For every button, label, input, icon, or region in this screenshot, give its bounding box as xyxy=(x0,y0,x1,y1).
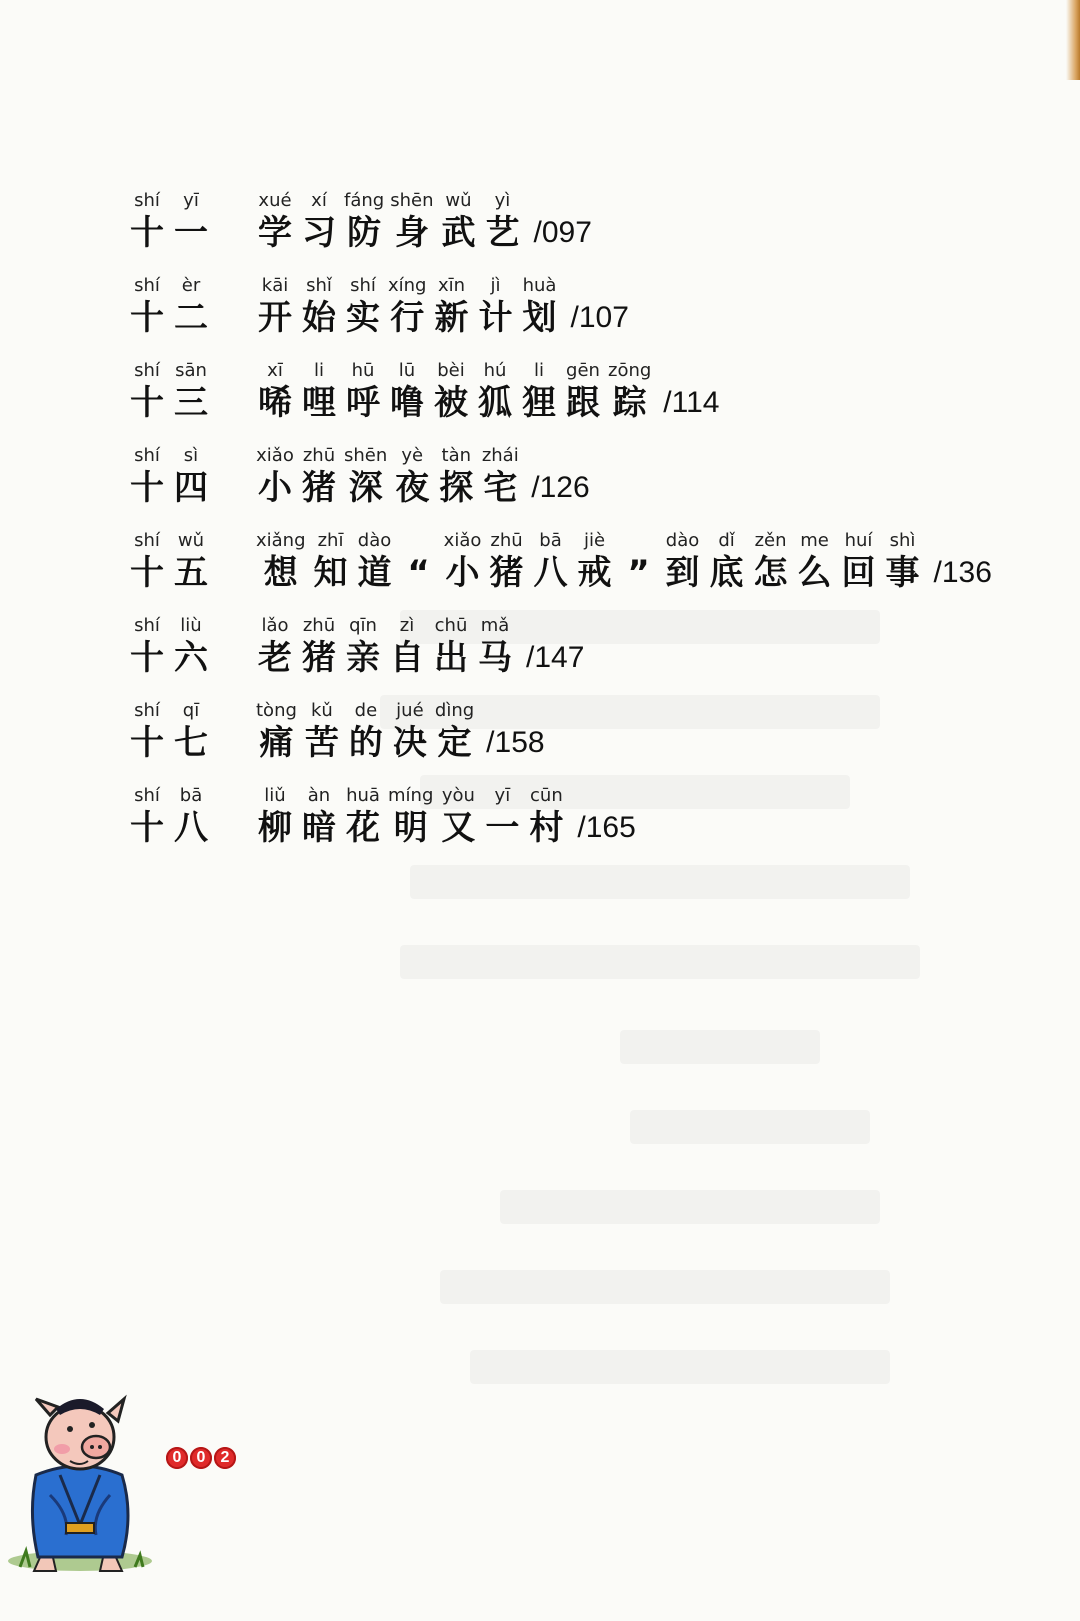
ruby-char xyxy=(840,530,878,594)
toc-entry[interactable] xyxy=(128,530,1058,615)
hanzi: 马 xyxy=(478,638,512,678)
hanzi: 知 xyxy=(313,553,348,593)
hanzi: 自 xyxy=(390,638,424,678)
chapter-number xyxy=(128,615,216,679)
pinyin: shí xyxy=(134,785,160,806)
hanzi: 身 xyxy=(394,213,429,253)
ruby-char xyxy=(300,360,338,424)
chapter-title[interactable] xyxy=(256,190,592,254)
chapter-number xyxy=(128,275,216,339)
pinyin: shì xyxy=(889,530,916,551)
ruby-char xyxy=(172,615,210,679)
hanzi: 道 xyxy=(357,553,392,593)
ruby-char xyxy=(256,275,294,339)
pinyin: lū xyxy=(398,360,416,381)
hanzi: 又 xyxy=(441,808,476,848)
pinyin: bèi xyxy=(437,360,465,381)
hanzi: 八 xyxy=(533,553,568,593)
hanzi: 村 xyxy=(529,808,564,848)
table-of-contents xyxy=(128,190,1058,870)
ruby-char xyxy=(444,530,482,594)
ruby-char xyxy=(128,275,166,339)
pinyin: bā xyxy=(179,785,203,806)
hanzi: 八 xyxy=(174,808,208,848)
hanzi: 一 xyxy=(174,213,208,253)
hanzi: 哩 xyxy=(302,383,336,423)
pinyin: shí xyxy=(134,700,160,721)
pinyin: li xyxy=(533,360,544,381)
page-reference: /114 xyxy=(663,386,720,419)
hanzi: 武 xyxy=(441,213,476,253)
ruby-char xyxy=(476,615,514,679)
pinyin: tàn xyxy=(441,445,472,466)
chapter-title[interactable] xyxy=(256,530,992,594)
ruby-char xyxy=(435,700,474,764)
pinyin: xiǎo xyxy=(256,445,294,466)
ruby-char xyxy=(128,190,166,254)
ruby-char xyxy=(521,275,559,339)
pinyin: qī xyxy=(182,700,200,721)
hanzi: 十 xyxy=(130,383,164,423)
ruby-char xyxy=(300,275,338,339)
ruby-char xyxy=(172,700,210,764)
hanzi: 么 xyxy=(797,553,832,593)
page-number-digit: 0 xyxy=(190,1447,212,1469)
hanzi: 被 xyxy=(434,383,468,423)
hanzi: 事 xyxy=(885,553,920,593)
page-reference: /136 xyxy=(933,556,992,589)
hanzi: 亲 xyxy=(346,638,380,678)
hanzi: 十 xyxy=(130,808,164,848)
ruby-char xyxy=(520,360,558,424)
ruby-char xyxy=(432,615,470,679)
pinyin: àn xyxy=(307,785,331,806)
ruby-char xyxy=(344,360,382,424)
toc-entry[interactable] xyxy=(128,275,1058,360)
pinyin: zōng xyxy=(608,360,652,381)
hanzi: 狸 xyxy=(522,383,556,423)
pinyin: mǎ xyxy=(480,615,510,636)
page-reference: /158 xyxy=(486,726,545,759)
toc-entry[interactable] xyxy=(128,445,1058,530)
toc-entry[interactable] xyxy=(128,190,1058,275)
ruby-char xyxy=(388,275,427,339)
ruby-char xyxy=(256,445,294,509)
ruby-char xyxy=(532,530,570,594)
ruby-char xyxy=(344,445,387,509)
hanzi: 二 xyxy=(174,298,208,338)
hanzi: 猪 xyxy=(302,468,336,508)
hanzi: 开 xyxy=(258,298,292,338)
pinyin: huí xyxy=(844,530,873,551)
pinyin: shēn xyxy=(390,190,434,211)
ruby-char xyxy=(664,530,702,594)
pinyin: tòng xyxy=(256,700,297,721)
chapter-number xyxy=(128,700,216,764)
hanzi: 十 xyxy=(130,638,164,678)
pinyin: yī xyxy=(183,190,199,211)
ruby-char xyxy=(576,530,614,594)
ruby-char xyxy=(312,530,350,594)
hanzi: 十 xyxy=(130,468,164,508)
hanzi: 始 xyxy=(302,298,336,338)
ruby-char xyxy=(433,275,471,339)
hanzi: 十 xyxy=(130,213,164,253)
pinyin: zì xyxy=(399,615,415,636)
ruby-char xyxy=(172,190,210,254)
pinyin: zěn xyxy=(754,530,787,551)
pinyin: fáng xyxy=(344,190,385,211)
pinyin: cūn xyxy=(530,785,563,806)
hanzi: 戒 xyxy=(577,553,612,593)
pinyin: zhū xyxy=(302,615,336,636)
hanzi: 七 xyxy=(174,723,208,763)
page-reference: /147 xyxy=(526,641,585,674)
ruby-char xyxy=(128,530,166,594)
hanzi: 小 xyxy=(445,553,480,593)
hanzi: 怎 xyxy=(753,553,788,593)
hanzi: 猪 xyxy=(302,638,336,678)
toc-entry[interactable] xyxy=(128,700,1058,785)
pinyin: jiè xyxy=(583,530,606,551)
ruby-char xyxy=(303,700,341,764)
pinyin: kāi xyxy=(261,275,289,296)
pinyin: sān xyxy=(175,360,207,381)
pinyin: kǔ xyxy=(310,700,333,721)
ruby-char xyxy=(300,445,338,509)
hanzi: 唏 xyxy=(258,383,292,423)
pinyin: yè xyxy=(401,445,424,466)
pinyin: xīn xyxy=(437,275,466,296)
toc-entry[interactable] xyxy=(128,785,1058,870)
ruby-char xyxy=(390,190,433,254)
ruby-char xyxy=(884,530,922,594)
hanzi: 六 xyxy=(174,638,208,678)
pinyin: yī xyxy=(494,785,511,806)
ruby-char xyxy=(488,530,526,594)
hanzi: 实 xyxy=(346,298,380,338)
ruby-char xyxy=(128,445,166,509)
ruby-char xyxy=(608,360,651,424)
hanzi: 噜 xyxy=(390,383,424,423)
pinyin: me xyxy=(800,530,829,551)
ruby-char xyxy=(344,785,382,849)
pinyin: sì xyxy=(183,445,199,466)
pinyin: shí xyxy=(134,615,160,636)
hanzi: 十 xyxy=(130,723,164,763)
ruby-char xyxy=(432,360,470,424)
chapter-title[interactable] xyxy=(256,360,719,424)
ruby-char xyxy=(347,700,385,764)
hanzi: 苦 xyxy=(304,723,339,763)
pinyin: shēn xyxy=(344,445,388,466)
toc-entry[interactable] xyxy=(128,615,1058,700)
ruby-char xyxy=(128,700,166,764)
pinyin: qīn xyxy=(349,615,377,636)
pinyin: liǔ xyxy=(264,785,286,806)
chapter-title[interactable] xyxy=(256,615,584,679)
chapter-title[interactable] xyxy=(256,445,590,509)
pinyin: hú xyxy=(483,360,507,381)
hanzi: 到 xyxy=(665,553,700,593)
hanzi: 深 xyxy=(348,468,383,508)
hanzi: 三 xyxy=(174,383,208,423)
pinyin: li xyxy=(313,360,324,381)
hanzi: 花 xyxy=(346,808,380,848)
chapter-number xyxy=(128,360,216,424)
hanzi: 决 xyxy=(392,723,427,763)
pinyin: dìng xyxy=(434,700,475,721)
pinyin: shí xyxy=(134,190,160,211)
ruby-char xyxy=(796,530,834,594)
pinyin: bā xyxy=(539,530,562,551)
page-reference: /126 xyxy=(531,471,590,504)
ruby-char xyxy=(344,275,382,339)
ruby-char xyxy=(481,445,519,509)
page-number-digit: 2 xyxy=(214,1447,236,1469)
ruby-char xyxy=(483,190,521,254)
hanzi: 划 xyxy=(522,298,557,338)
hanzi: ” xyxy=(627,553,650,593)
pinyin: hū xyxy=(351,360,375,381)
pinyin: dào xyxy=(357,530,392,551)
pinyin: xué xyxy=(258,190,292,211)
ruby-char xyxy=(256,785,294,849)
hanzi: “ xyxy=(407,553,430,593)
pinyin: chū xyxy=(434,615,468,636)
hanzi: 宅 xyxy=(483,468,518,508)
hanzi: 定 xyxy=(437,723,472,763)
hanzi: 五 xyxy=(174,553,208,593)
pinyin: zhū xyxy=(302,445,336,466)
ruby-char xyxy=(344,615,382,679)
hanzi: 习 xyxy=(302,213,336,253)
ruby-char xyxy=(400,530,438,594)
ruby-char xyxy=(172,275,210,339)
hanzi: 踪 xyxy=(612,383,647,423)
ruby-char xyxy=(439,785,477,849)
pinyin: zhū xyxy=(490,530,523,551)
ruby-char xyxy=(172,445,210,509)
ruby-char xyxy=(356,530,394,594)
hanzi: 艺 xyxy=(485,213,520,253)
ruby-char xyxy=(439,190,477,254)
ruby-char xyxy=(172,360,210,424)
page-number xyxy=(166,1447,236,1469)
page-edge xyxy=(1066,0,1080,80)
chapter-title[interactable] xyxy=(256,785,636,849)
ruby-char xyxy=(300,615,338,679)
ruby-char xyxy=(128,615,166,679)
pinyin: shí xyxy=(134,275,160,296)
ruby-char xyxy=(256,615,294,679)
pinyin: xíng xyxy=(388,275,427,296)
ruby-char xyxy=(476,360,514,424)
ruby-char xyxy=(477,275,515,339)
pinyin: xī xyxy=(267,360,283,381)
ruby-char xyxy=(388,360,426,424)
hanzi: 出 xyxy=(434,638,468,678)
pinyin: èr xyxy=(181,275,201,296)
pinyin: dào xyxy=(665,530,700,551)
page-number-digit: 0 xyxy=(166,1447,188,1469)
hanzi: 夜 xyxy=(395,468,430,508)
hanzi: 的 xyxy=(348,723,383,763)
ruby-char xyxy=(128,785,166,849)
ruby-char xyxy=(393,445,431,509)
pinyin: lǎo xyxy=(261,615,289,636)
pinyin: jué xyxy=(396,700,424,721)
ruby-char xyxy=(564,360,602,424)
pinyin: dǐ xyxy=(718,530,735,551)
ruby-char xyxy=(256,530,306,594)
hanzi: 狐 xyxy=(478,383,512,423)
hanzi: 柳 xyxy=(258,808,292,848)
pinyin: wǔ xyxy=(445,190,472,211)
hanzi: 十 xyxy=(130,298,164,338)
chapter-title[interactable] xyxy=(256,700,545,764)
ruby-char xyxy=(300,190,338,254)
ruby-char xyxy=(300,785,338,849)
page-reference: /097 xyxy=(533,216,592,249)
pinyin: xiǎo xyxy=(443,530,482,551)
hanzi: 新 xyxy=(434,298,469,338)
pinyin: shí xyxy=(350,275,376,296)
pinyin: shí xyxy=(134,530,160,551)
hanzi: 行 xyxy=(390,298,425,338)
pinyin: míng xyxy=(388,785,434,806)
hanzi: 猪 xyxy=(489,553,524,593)
chapter-number xyxy=(128,785,216,849)
pinyin: wǔ xyxy=(177,530,205,551)
page-reference: /107 xyxy=(570,301,629,334)
chapter-number xyxy=(128,445,216,509)
hanzi: 老 xyxy=(258,638,292,678)
pinyin: yì xyxy=(494,190,511,211)
hanzi: 呼 xyxy=(346,383,380,423)
chapter-number xyxy=(128,190,216,254)
hanzi: 防 xyxy=(347,213,382,253)
pinyin: gēn xyxy=(566,360,600,381)
pinyin: xiǎng xyxy=(256,530,306,551)
pig-character-illustration xyxy=(0,1375,160,1575)
ruby-char xyxy=(752,530,790,594)
pinyin: xí xyxy=(311,190,327,211)
ruby-char xyxy=(437,445,475,509)
ruby-char xyxy=(388,615,426,679)
ruby-char xyxy=(388,785,433,849)
hanzi: 十 xyxy=(130,553,164,593)
pinyin: zhī xyxy=(317,530,344,551)
pinyin: yòu xyxy=(441,785,475,806)
hanzi: 痛 xyxy=(259,723,294,763)
hanzi: 一 xyxy=(485,808,520,848)
pinyin: shí xyxy=(134,445,160,466)
page-reference: /165 xyxy=(577,811,636,844)
ruby-char xyxy=(708,530,746,594)
hanzi: 回 xyxy=(841,553,876,593)
pinyin: huà xyxy=(522,275,557,296)
pinyin: shí xyxy=(134,360,160,381)
hanzi: 探 xyxy=(439,468,474,508)
hanzi: 跟 xyxy=(566,383,600,423)
ruby-char xyxy=(128,360,166,424)
ruby-char xyxy=(344,190,384,254)
ruby-char xyxy=(256,700,297,764)
hanzi: 底 xyxy=(709,553,744,593)
ruby-char xyxy=(620,530,658,594)
ruby-char xyxy=(483,785,521,849)
ruby-char xyxy=(527,785,565,849)
hanzi: 明 xyxy=(393,808,428,848)
chapter-number xyxy=(128,530,216,594)
ruby-char xyxy=(391,700,429,764)
ruby-char xyxy=(256,360,294,424)
chapter-title[interactable] xyxy=(256,275,629,339)
hanzi: 暗 xyxy=(302,808,336,848)
pinyin: liù xyxy=(180,615,202,636)
pinyin: zhái xyxy=(481,445,519,466)
toc-entry[interactable] xyxy=(128,360,1058,445)
hanzi: 四 xyxy=(174,468,208,508)
pinyin: jì xyxy=(490,275,501,296)
pinyin: shǐ xyxy=(306,275,332,296)
hanzi: 想 xyxy=(263,553,298,593)
ruby-char xyxy=(256,190,294,254)
hanzi: 小 xyxy=(258,468,292,508)
pinyin: de xyxy=(354,700,378,721)
pinyin: huā xyxy=(346,785,380,806)
ruby-char xyxy=(172,785,210,849)
hanzi: 计 xyxy=(478,298,513,338)
ruby-char xyxy=(172,530,210,594)
hanzi: 学 xyxy=(258,213,292,253)
